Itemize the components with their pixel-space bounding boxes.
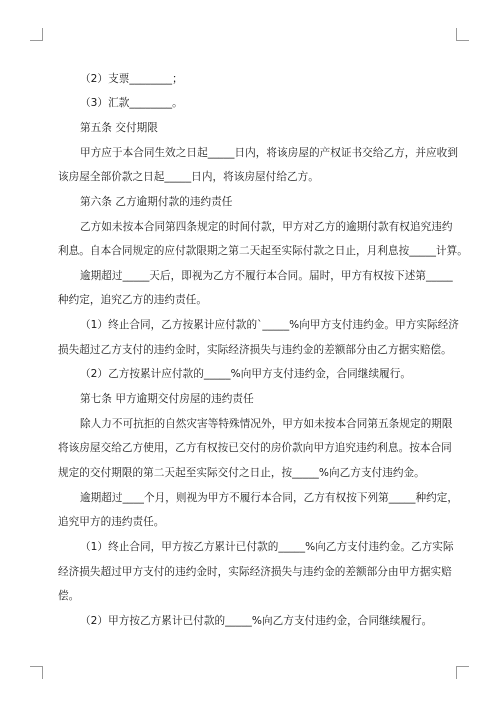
crop-mark-top-right [456,28,469,41]
crop-mark-bottom-left [30,666,43,679]
article-6-paragraph-1-line-1: 乙方如未按本合同第四条规定的时间付款，甲方对乙方的逾期付款有权追究违约 [80,221,453,233]
article-5-heading: 第五条 交付期限 [80,122,158,134]
article-7-paragraph-2-line-2: 追究甲方的违约责任。 [58,516,165,528]
article-6-clause-1-line-1: （1）终止合同，乙方按累计应付款的`_____%向甲方支付违约金。甲方实际经济 [80,319,459,331]
article-6-paragraph-2-line-1: 逾期超过_____天后，即视为乙方不履行本合同。届时，甲方有权按下述第_____ [80,270,453,282]
payment-method-check: （2）支票________； [80,73,183,85]
article-5-paragraph-line-2: 该房屋全部价款之日起_____日内，将该房屋付给乙方。 [58,171,319,183]
article-7-clause-1-line-1: （1）终止合同，甲方按乙方累计已付款的_____%向乙方支付违约金。乙方实际 [80,541,454,553]
crop-mark-bottom-right [456,666,469,679]
article-7-clause-1-line-2: 经济损失超过甲方支付的违约金时，实际经济损失与违约金的差额部分由甲方据实赔 [58,566,452,578]
article-6-paragraph-1-line-2: 利息。自本合同规定的应付款限期之第二天起至实际付款之日止，月利息按_____计算。 [58,245,468,257]
article-6-paragraph-2-line-2: 种约定，追究乙方的违约责任。 [58,294,208,306]
article-7-paragraph-1-line-1: 除人力不可抗拒的自然灾害等特殊情况外，甲方如未按本合同第五条规定的期限 [80,418,453,430]
article-6-heading: 第六条 乙方逾期付款的违约责任 [80,196,233,208]
article-7-clause-1-line-3: 偿。 [58,590,80,602]
article-7-paragraph-2-line-1: 逾期超过____个月，则视为甲方不履行本合同，乙方有权按下列第_____种约定， [80,492,459,504]
article-7-clause-2: （2）甲方按乙方累计已付款的_____%向乙方支付违约金，合同继续履行。 [80,615,433,627]
article-7-heading: 第七条 甲方逾期交付房屋的违约责任 [80,393,254,405]
article-7-paragraph-1-line-2: 将该房屋交给乙方使用，乙方有权按已交付的房价款向甲方追究违约利息。按本合同 [58,442,452,454]
article-5-paragraph-line-1: 甲方应于本合同生效之日起_____日内，将该房屋的产权证书交给乙方，并应收到 [80,147,458,159]
article-6-clause-2: （2）乙方按累计应付款的_____%向甲方支付违约金，合同继续履行。 [80,368,412,380]
article-6-clause-1-line-2: 损失超过乙方支付的违约金时，实际经济损失与违约金的差额部分由乙方据实赔偿。 [58,344,452,356]
crop-mark-top-left [30,28,43,41]
article-7-paragraph-1-line-3: 规定的交付期限的第二天起至实际交付之日止，按_____%向乙方支付违约金。 [58,467,425,479]
payment-method-remittance: （3）汇款________。 [80,97,183,109]
